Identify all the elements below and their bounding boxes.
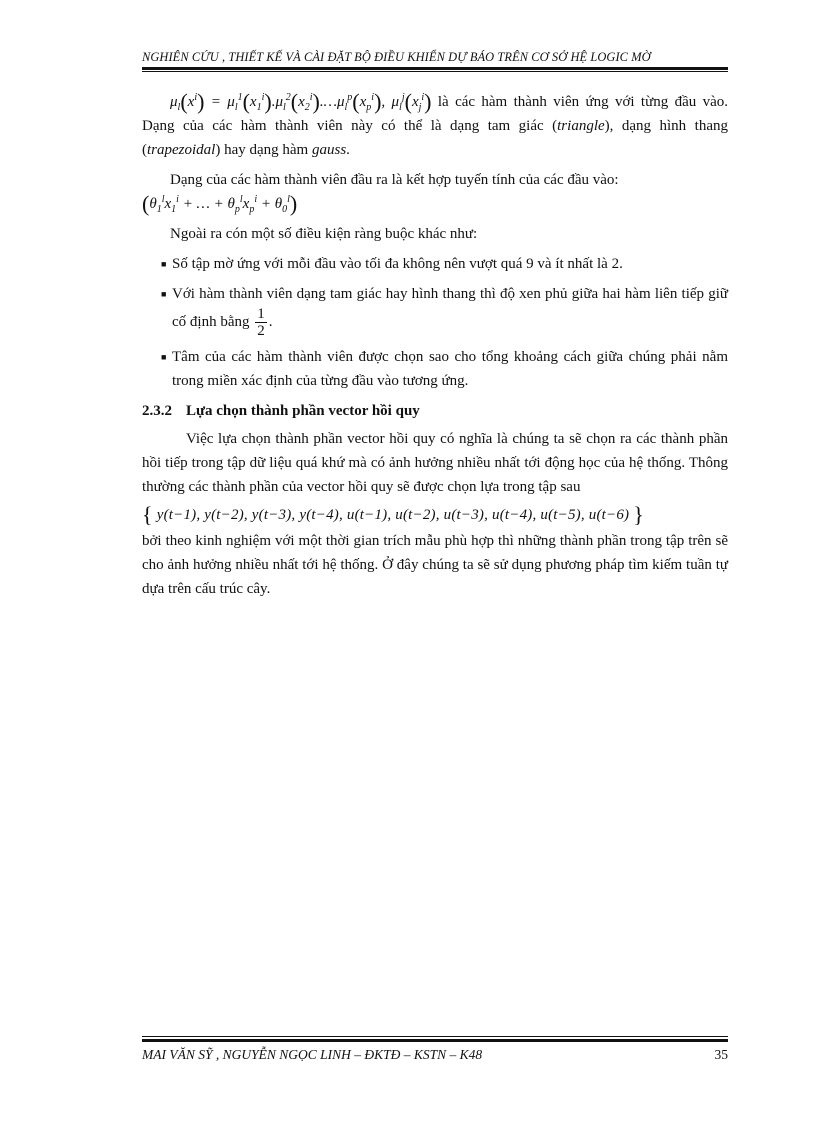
page-body [142, 90, 728, 601]
running-header: NGHIÊN CỨU , THIẾT KẾ VÀ CÀI ĐẶT BỘ ĐIỀU KHIỂN DỰ BÁO TRÊN CƠ SỞ HỆ LOGIC MỜ [142, 50, 651, 64]
section-heading: 2.3.2 Lựa chọn thành phần vector hồi quy [142, 403, 420, 419]
square-bullet-icon: ■ [161, 352, 167, 362]
fraction-one-half: $\frac{1}{2}$ [257, 306, 265, 339]
square-bullet-icon: ■ [161, 289, 167, 299]
bullet-item-centers: ■ Tâm của các hàm thành viên được chọn sao cho tổng khoảng cách giữa chúng phải nằm trong miền xác định của từng đầu vào tương ứng. [142, 345, 728, 393]
paragraph-output-functions: Dạng của các hàm thành viên đầu ra là kết hợp tuyến tính của các đầu vào: [170, 172, 619, 188]
bullet-item-overlap: ■ Với hàm thành viên dạng tam giác hay hình thang thì độ xen phủ giữa hai hàm liên tiếp giữ cố định bằng $\frac{1}{2}$ . [142, 282, 728, 339]
footer-rule-thick [142, 1039, 728, 1042]
bullet-item-fuzzy-sets: ■ Số tập mờ ứng với mỗi đầu vào tối đa không nên vượt quá 9 và ít nhất là 2. [142, 252, 728, 276]
header-rule-thick [142, 67, 728, 70]
paragraph-membership-functions: $\mu_l(x^i)$ = $\mu_l^1(x_1^i).\mu_l^2(x_2^i).\dots\mu_l^p(x_p^i)$, $\mu_l^j(x_j^i)$ là các hàm thành viên ứng với từng đầu vào. Dạng của các hàm thành viên này có thể là dạng tam giác (triangle), dạng hình thang (trapezoidal) hay dạng hàm gauss. [142, 89, 729, 158]
paragraph-constraints: Ngoài ra cón một số điều kiện ràng buộc khác như: [170, 226, 478, 242]
membership-product-formula: $\mu_l(x^i)$ = $\mu_l^1(x_1^i).\mu_l^2(x_2^i).\dots\mu_l^p(x_p^i)$, $\mu_l^j(x_j^i)$ [170, 89, 432, 114]
square-bullet-icon: ■ [161, 259, 167, 269]
footer-rule-thin [142, 1036, 728, 1037]
regression-vector-set: { y(t−1), y(t−2), y(t−3), y(t−4), u(t−1), u(t−2), u(t−3), u(t−4), u(t−5), u(t−6) } [142, 502, 644, 527]
header-rule-thin [142, 71, 728, 72]
page-number: 35 [714, 1047, 728, 1062]
paragraph-search-method: bởi theo kinh nghiệm với một thời gian trích mẫu phù hợp thì những thành phần trong tập trên sẽ cho ảnh hưởng nhiều nhất tới hệ thống. Ở đây chúng ta sẽ sử dụng phương pháp tìm kiếm tuần tự dựa trên cấu trúc cây. [142, 533, 728, 597]
linear-combination-formula: ($\theta_1^lx_1^i$ + … + $\theta_p^lx_p^i + \theta_0^l$) [142, 191, 298, 216]
footer-authors: MAI VĂN SỸ , NGUYỄN NGỌC LINH – ĐKTĐ – KSTN – K48 [142, 1047, 483, 1062]
paragraph-regression-vector: Việc lựa chọn thành phần vector hồi quy có nghĩa là chúng ta sẽ chọn ra các thành phần hồi tiếp trong tập dữ liệu quá khứ mà có ảnh hưởng nhiều nhất tới động học của hệ thống. Thông thường các thành phần của vector hồi quy sẽ được chọn lựa trong tập sau [142, 431, 728, 495]
